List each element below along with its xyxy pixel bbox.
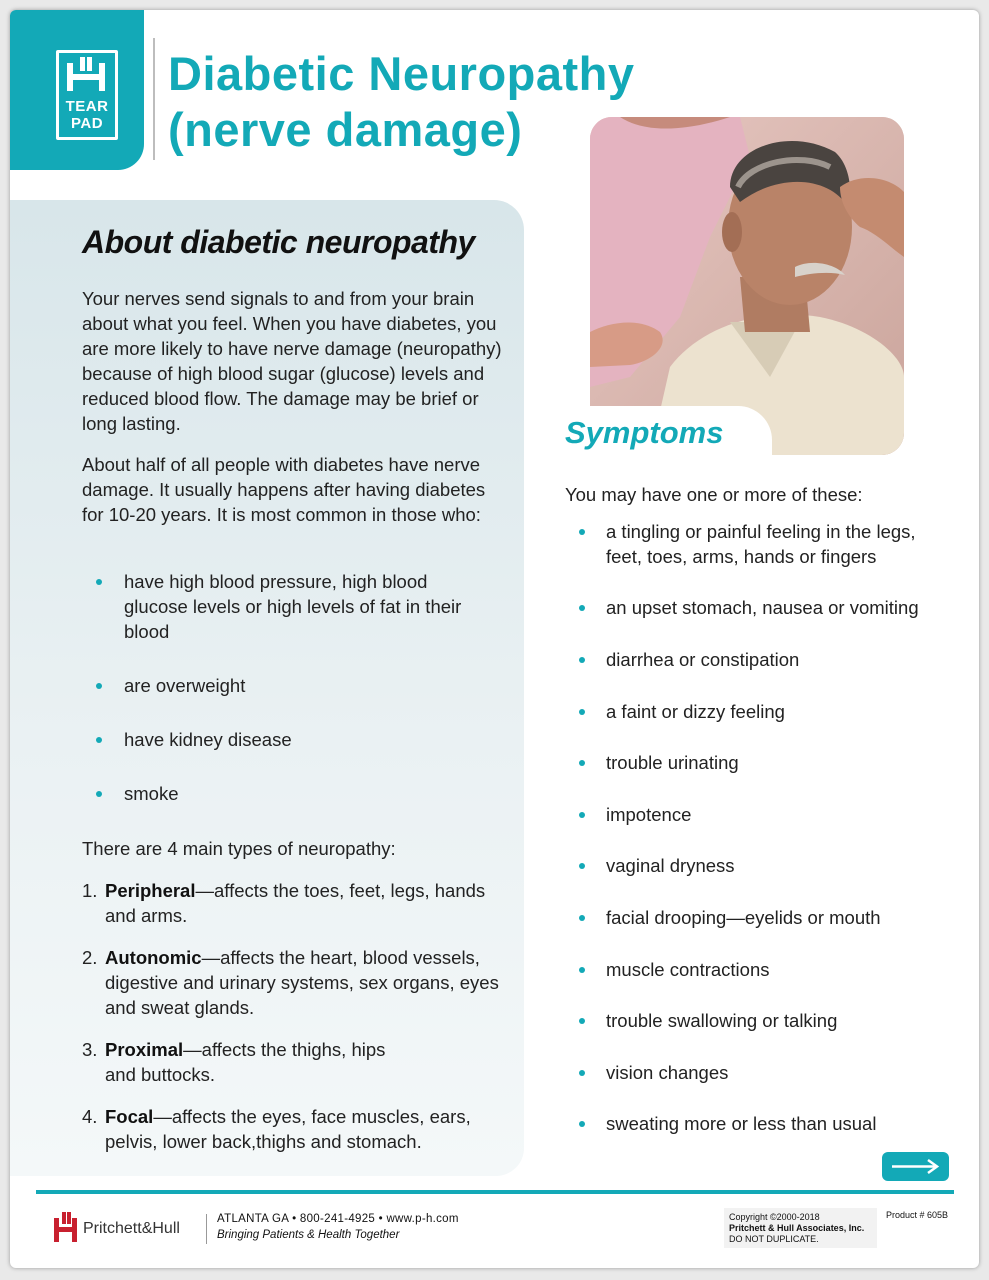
list-item: 4. Focal—affects the eyes, face muscles, ears, pelvis, lower back,thighs and stomach. <box>82 1106 471 1152</box>
list-item: vaginal dryness <box>565 853 956 878</box>
about-paragraph-1: Your nerves send signals to and from your brain about what you feel. When you have diabetes, you are more likely to have nerve damage (neuropathy) because of high blood sugar (glucose) levels and reduced blood flow. The damage may be brief or long lasting. <box>82 288 502 434</box>
bullet-icon <box>579 812 585 818</box>
list-item: a tingling or painful feeling in the legs, feet, toes, arms, hands or fingers <box>565 519 956 569</box>
logo-text-line2: PAD <box>70 115 104 132</box>
logo-text-line1: TEAR <box>65 98 109 115</box>
copyright-notice: Copyright ©2000-2018 Pritchett & Hull Associates, Inc. DO NOT DUPLICATE. <box>724 1208 877 1248</box>
patient-photo <box>590 117 904 455</box>
product-number: Product # 605B <box>886 1210 949 1220</box>
about-heading: About diabetic neuropathy <box>82 224 475 260</box>
list-item: are overweight <box>82 673 494 698</box>
bullet-icon <box>96 737 102 743</box>
symptoms-intro: You may have one or more of these: <box>565 484 863 505</box>
footer-divider <box>36 1190 954 1194</box>
bullet-icon <box>96 791 102 797</box>
list-item: smoke <box>82 781 494 806</box>
list-item: have kidney disease <box>82 727 494 752</box>
bullet-icon <box>579 657 585 663</box>
bullet-icon <box>96 683 102 689</box>
about-paragraph-2: About half of all people with diabetes have nerve damage. It usually happens after having diabetes for 10-20 years. It is most common in those who: <box>82 454 486 525</box>
list-item: trouble urinating <box>565 750 956 775</box>
list-item: a faint or dizzy feeling <box>565 699 956 724</box>
list-item: have high blood pressure, high blood glucose levels or high levels of fat in their blood <box>82 569 494 644</box>
bullet-icon <box>96 579 102 585</box>
arrow-right-icon <box>882 1152 949 1181</box>
bullet-icon <box>579 760 585 766</box>
list-item: muscle contractions <box>565 957 956 982</box>
title-line-1: Diabetic Neuropathy <box>168 47 635 100</box>
list-item: vision changes <box>565 1060 956 1085</box>
list-item: an upset stomach, nausea or vomiting <box>565 595 956 620</box>
bullet-icon <box>579 967 585 973</box>
bullet-icon <box>579 863 585 869</box>
title-line-2: (nerve damage) <box>168 103 523 156</box>
brand-name: Pritchett&Hull <box>83 1220 180 1237</box>
bullet-icon <box>579 709 585 715</box>
tear-pad-logo <box>10 10 144 170</box>
pritchett-hull-logo-icon <box>52 1212 82 1249</box>
list-item: diarrhea or constipation <box>565 647 956 672</box>
handout-page <box>10 10 979 1268</box>
bullet-icon <box>579 1018 585 1024</box>
types-intro: There are 4 main types of neuropathy: <box>82 838 396 859</box>
list-item: 2. Autonomic—affects the heart, blood vessels, digestive and urinary systems, sex organs, eyes and sweat glands. <box>82 947 499 1018</box>
bullet-icon <box>579 1121 585 1127</box>
footer-separator <box>206 1214 207 1244</box>
list-item: sweating more or less than usual <box>565 1111 956 1136</box>
next-page-button[interactable] <box>882 1152 949 1181</box>
bullet-icon <box>579 1070 585 1076</box>
list-item: 1. Peripheral—affects the toes, feet, legs, hands and arms. <box>82 880 486 926</box>
tear-pad-logo-icon <box>56 50 118 140</box>
brand-tagline: Bringing Patients & Health Together <box>217 1229 400 1241</box>
symptoms-heading: Symptoms <box>565 415 724 450</box>
contact-info: ATLANTA GA • 800-241-4925 • www.p-h.com <box>217 1213 459 1225</box>
header-divider <box>153 38 155 160</box>
bullet-icon <box>579 605 585 611</box>
list-item: impotence <box>565 802 956 827</box>
list-item: 3. Proximal—affects the thighs, hips and buttocks. <box>82 1039 386 1085</box>
bullet-icon <box>579 529 585 535</box>
list-item: facial drooping—eyelids or mouth <box>565 905 956 930</box>
list-item: trouble swallowing or talking <box>565 1008 956 1033</box>
bullet-icon <box>579 915 585 921</box>
